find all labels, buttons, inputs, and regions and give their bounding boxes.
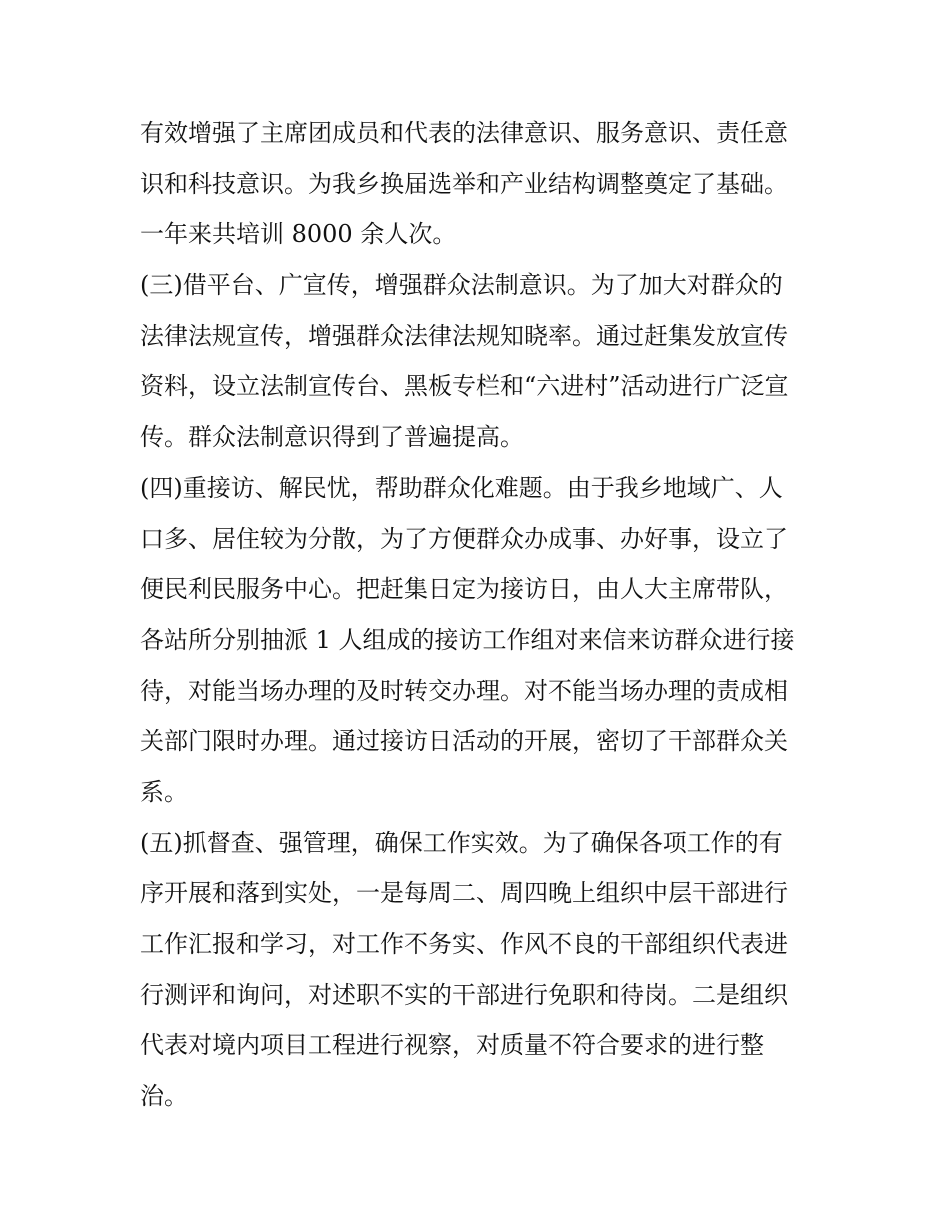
text-line: 待，对能当场办理的及时转交办理。对不能当场办理的责成相 — [140, 676, 788, 705]
section-heading-line: (三)借平台、广宣传，增强群众法制意识。为了加大对群众的 — [140, 271, 783, 300]
text-line: 传。群众法制意识得到了普遍提高。 — [140, 423, 524, 452]
text-line: 资料，设立法制宣传台、黑板专栏和“六进村”活动进行广泛宣 — [140, 372, 789, 401]
text-line: 一年来共培训 8000 余人次。 — [140, 220, 457, 249]
text-line: 行测评和询问，对述职不实的干部进行免职和待岗。二是组织 — [140, 980, 788, 1009]
text-line: 便民利民服务中心。把赶集日定为接访日，由人大主席带队， — [140, 575, 788, 604]
text-line: 工作汇报和学习，对工作不务实、作风不良的干部组织代表进 — [140, 930, 788, 958]
document-body — [140, 108, 820, 1122]
text-line: 治。 — [140, 1082, 188, 1111]
text-line: 法律法规宣传，增强群众法律法规知晓率。通过赶集发放宣传 — [140, 321, 788, 350]
section-heading-line: (五)抓督查、强管理，确保工作实效。为了确保各项工作的有 — [140, 828, 783, 857]
text-line: 系。 — [140, 777, 188, 806]
text-line: 关部门限时办理。通过接访日活动的开展，密切了干部群众关 — [140, 727, 788, 756]
text-line: 各站所分别抽派 1 人组成的接访工作组对来信来访群众进行接 — [140, 625, 795, 654]
section-heading-line: (四)重接访、解民忧，帮助群众化难题。由于我乡地域广、人 — [140, 473, 783, 502]
text-line: 识和科技意识。为我乡换届选举和产业结构调整奠定了基础。 — [140, 169, 788, 198]
text-line: 有效增强了主席团成员和代表的法律意识、服务意识、责任意 — [140, 119, 788, 147]
text-line: 序开展和落到实处，一是每周二、周四晚上组织中层干部进行 — [140, 879, 788, 908]
text-line: 代表对境内项目工程进行视察，对质量不符合要求的进行整 — [140, 1031, 764, 1060]
text-line: 口多、居住较为分散，为了方便群众办成事、办好事，设立了 — [140, 524, 788, 553]
